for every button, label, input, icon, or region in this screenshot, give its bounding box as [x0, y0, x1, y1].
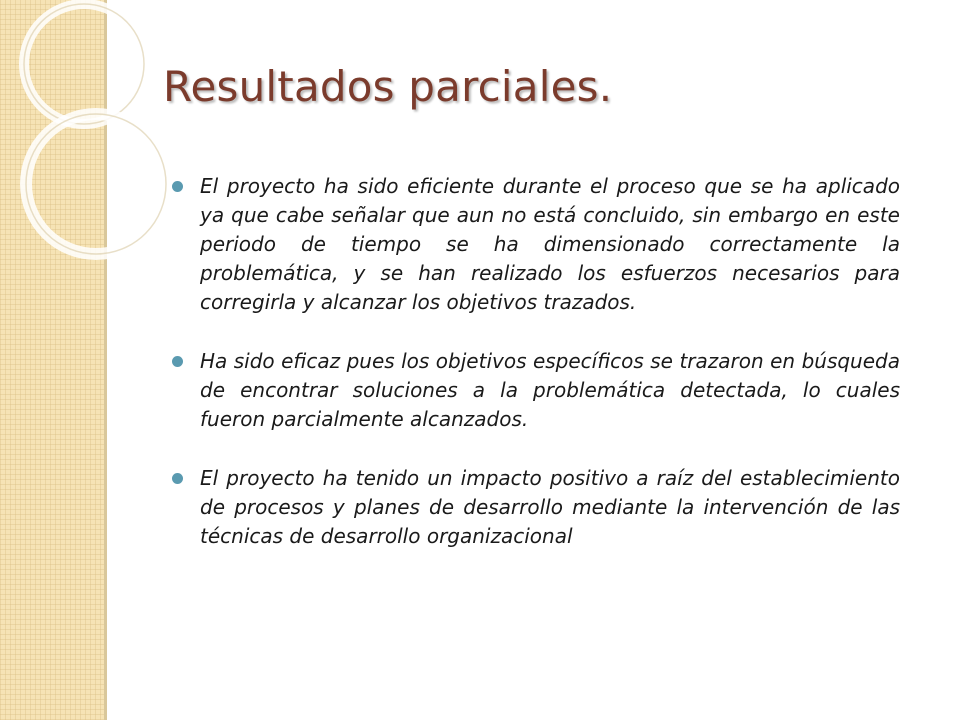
bullet-list: [172, 172, 900, 581]
decorative-ring-lower-outline: [26, 114, 166, 254]
decorative-ring-upper-outline: [24, 4, 144, 124]
bullet-item: [172, 172, 900, 317]
bullet-dot-icon: [172, 356, 183, 367]
decorative-circles: [0, 0, 200, 320]
bullet-text: Ha sido eficaz pues los objetivos específicos se trazaron en búsqueda de encontrar soluciones a la problemática detectada, lo cuales fueron parcialmente alcanzados.: [200, 349, 900, 431]
bullet-dot-icon: [172, 473, 183, 484]
bullet-item: [172, 347, 900, 434]
bullet-dot-icon: [172, 181, 183, 192]
bullet-text: El proyecto ha sido eficiente durante el proceso que se ha aplicado ya que cabe señalar que aun no está concluido, sin embargo en este periodo de tiempo se ha dimensionado correctamente la problemática, y se han realizado los esfuerzos necesarios para corregirla y alcanzar los objetivos trazados.: [200, 174, 900, 314]
bullet-text: El proyecto ha tenido un impacto positivo a raíz del establecimiento de procesos y planes de desarrollo mediante la intervención de las técnicas de desarrollo organizacional: [200, 466, 900, 548]
bullet-item: [172, 464, 900, 551]
slide-title: Resultados parciales.: [163, 62, 613, 111]
